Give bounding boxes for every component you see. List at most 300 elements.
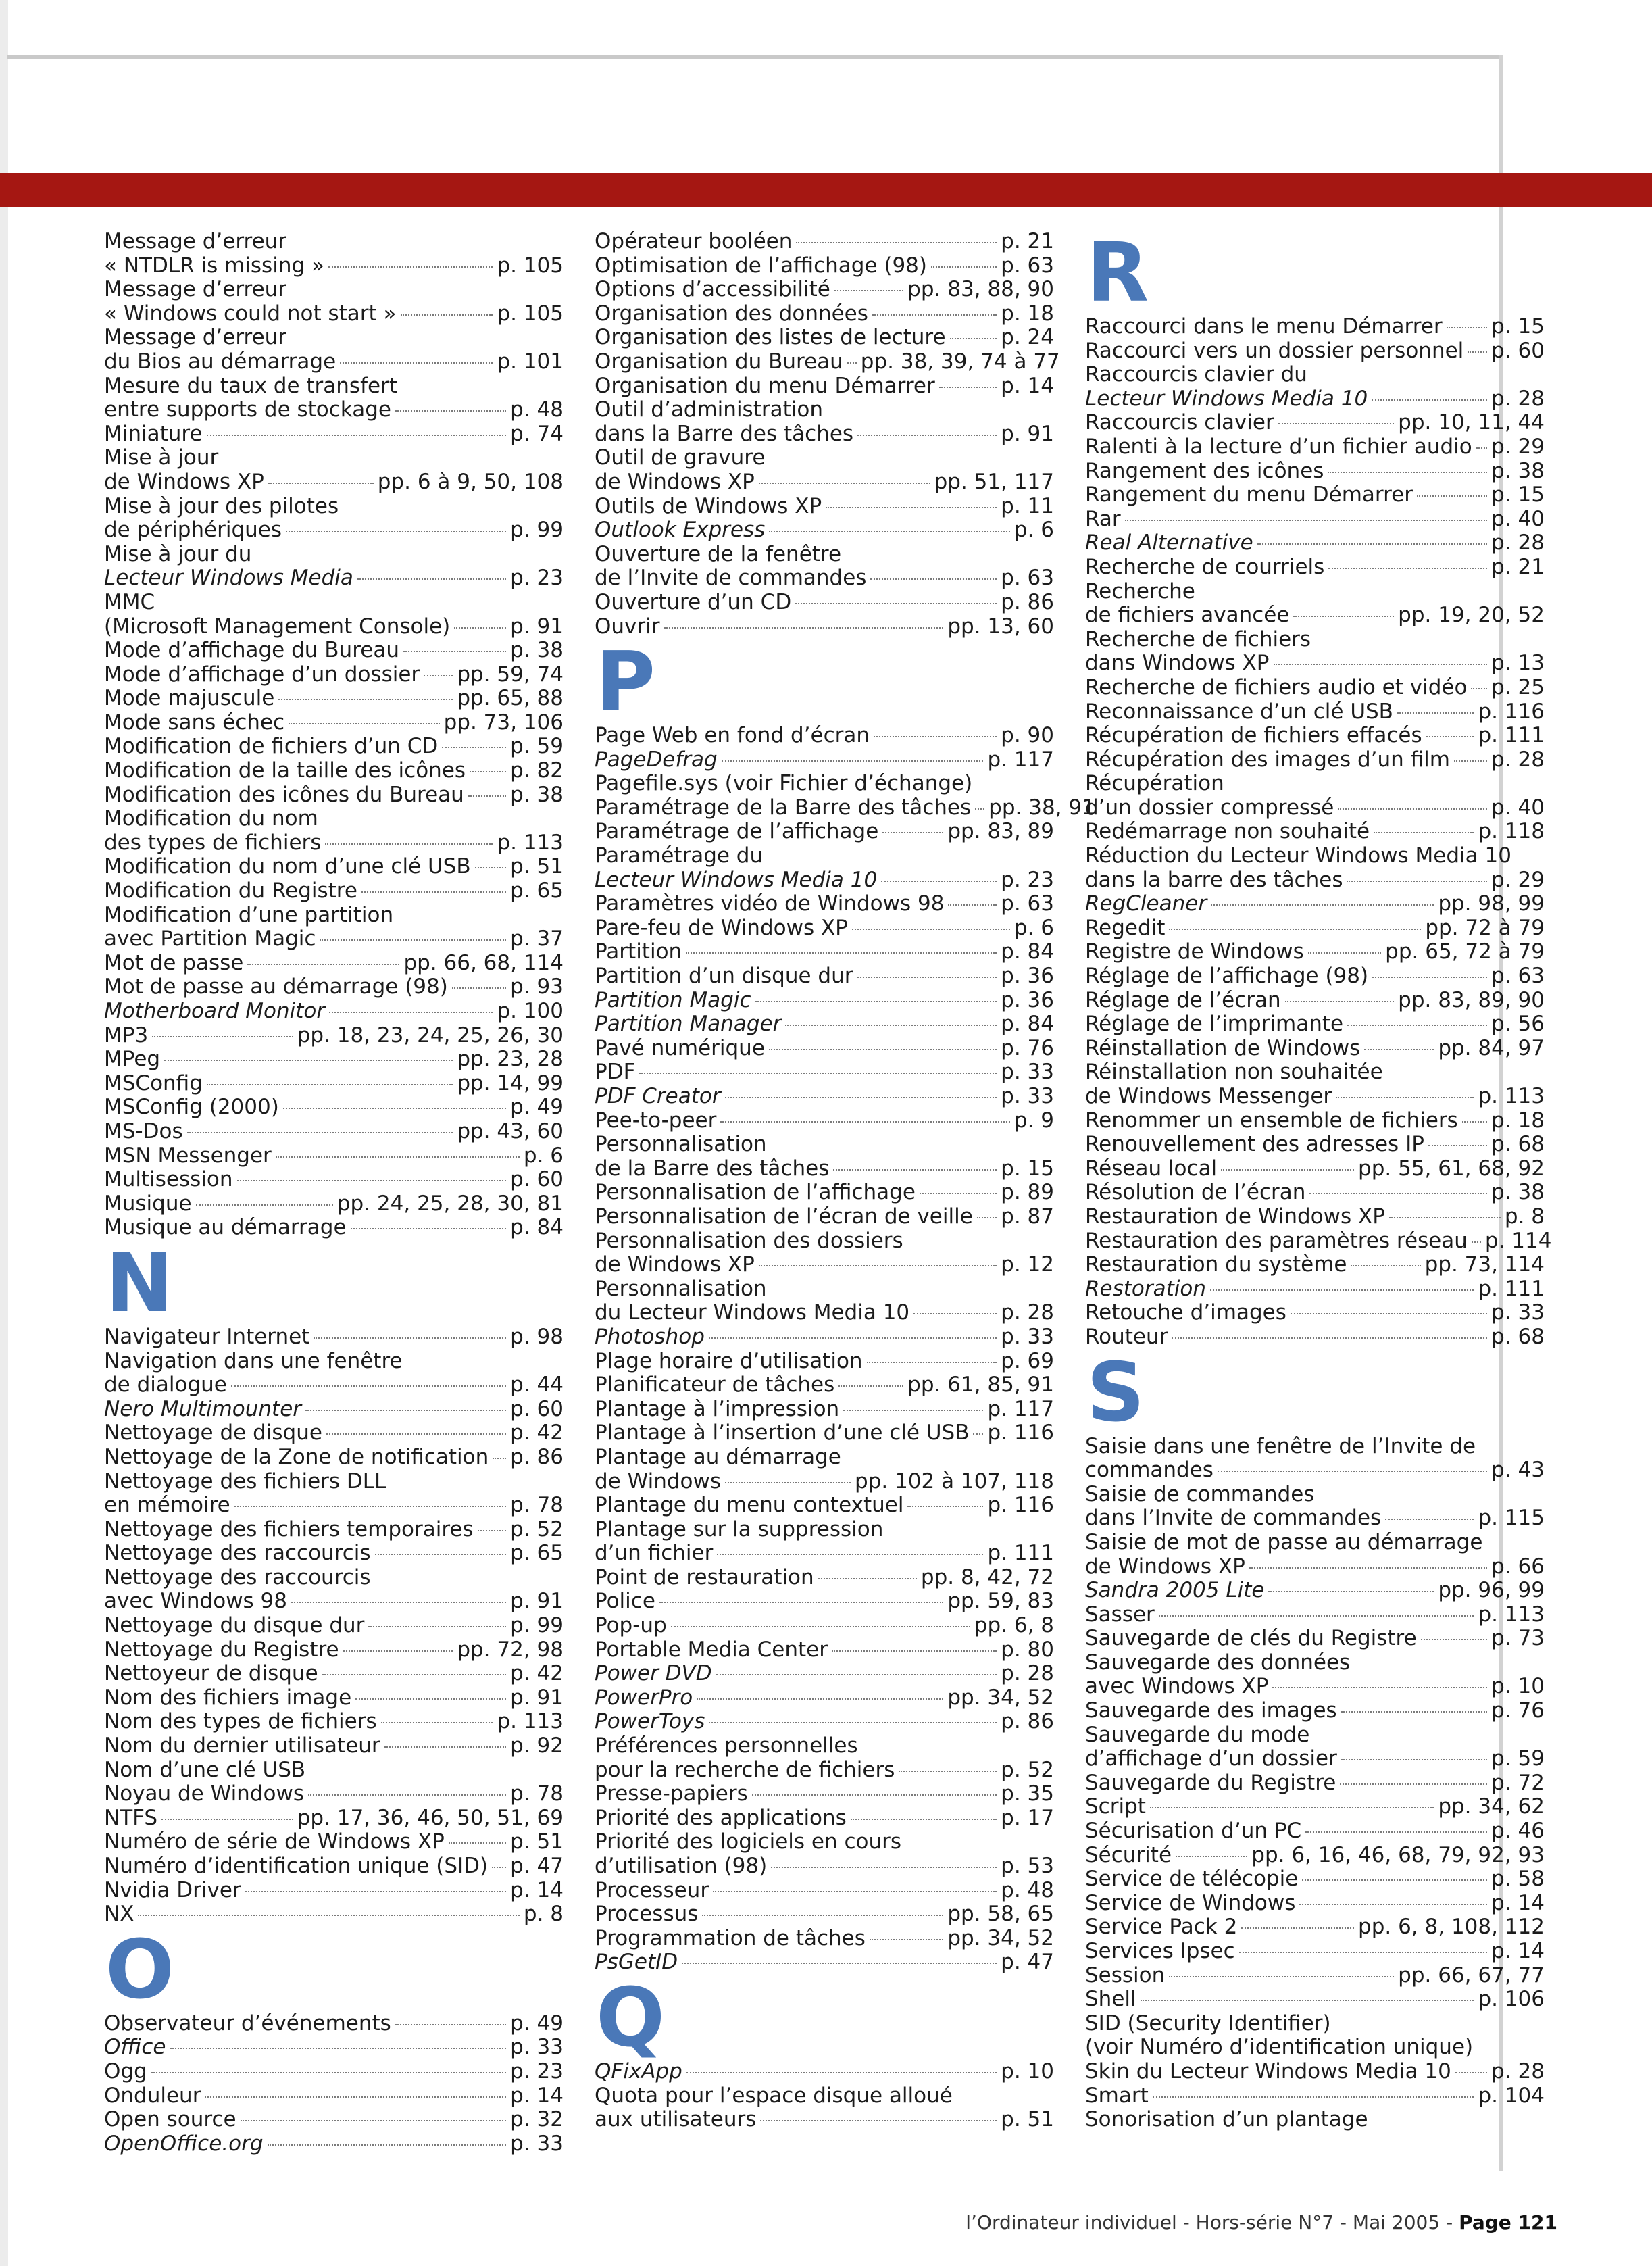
index-entry-line: [104, 1662, 564, 1686]
page-reference: pp. 65, 88: [457, 686, 564, 711]
dot-leader: [196, 1204, 333, 1206]
index-entry-line: [1085, 892, 1545, 916]
dot-leader: [1293, 616, 1394, 617]
entry-term: Ouverture d’un CD: [595, 589, 792, 614]
dot-leader: [326, 1433, 506, 1435]
page-reference: p. 78: [510, 1493, 564, 1518]
entry-term: « Windows could not start »: [104, 301, 397, 326]
index-entry-line: [595, 1037, 1054, 1061]
entry-term: Optimisation de l’affichage (98): [595, 253, 928, 278]
page-reference: pp. 73, 114: [1424, 1252, 1545, 1277]
dot-leader: [1351, 1265, 1420, 1266]
entry-term: OpenOffice.org: [104, 2131, 264, 2156]
page-reference: pp. 38, 91: [988, 795, 1095, 820]
entry-term: Nettoyage du Registre: [104, 1637, 339, 1662]
index-entry: [104, 1566, 564, 1614]
index-entry: [104, 1095, 564, 1120]
index-entry-line: [104, 904, 564, 928]
index-entry-line: [1085, 628, 1545, 652]
entry-term: Real Alternative: [1085, 531, 1253, 556]
entry-term: Préférences personnelles: [595, 1733, 858, 1758]
dot-leader: [709, 1722, 997, 1723]
dot-leader: [449, 1842, 506, 1844]
page-reference: p. 73: [1491, 1626, 1545, 1651]
index-entry-line: [1085, 651, 1545, 676]
page-reference: p. 92: [510, 1733, 564, 1758]
dot-leader: [1285, 1001, 1394, 1002]
entry-term: Personnalisation de l’écran de veille: [595, 1204, 973, 1229]
index-entry-line: [1085, 1012, 1545, 1037]
index-entry: [1085, 1277, 1545, 1302]
page-reference: pp. 73, 106: [443, 710, 564, 735]
index-entry-line: [1085, 1819, 1545, 1844]
index-entry-line: [595, 1253, 1054, 1277]
dot-leader: [475, 867, 507, 868]
entry-term: d’affichage d’un dossier: [1085, 1746, 1337, 1771]
entry-term: Sasser: [1085, 1602, 1155, 1627]
entry-term: Réglage de l’écran: [1085, 987, 1281, 1012]
entry-term: Restoration: [1085, 1276, 1207, 1301]
page-reference: pp. 38, 39, 74 à 77: [860, 349, 1060, 374]
page-reference: p. 28: [1491, 2059, 1545, 2084]
index-entry-line: [1085, 1531, 1545, 1555]
entry-term: MPeg: [104, 1047, 161, 1072]
index-entry: [595, 1277, 1054, 1325]
entry-term: en mémoire: [104, 1493, 230, 1518]
index-entry: [1085, 1133, 1545, 1157]
index-entry-line: [104, 1518, 564, 1542]
entry-term: QFixApp: [595, 2059, 682, 2084]
dot-leader: [720, 1121, 1010, 1123]
page-reference: p. 117: [987, 1396, 1054, 1421]
index-entry: [595, 820, 1054, 844]
index-entry: [595, 591, 1054, 615]
index-entry-line: [1085, 676, 1545, 700]
index-entry: [104, 711, 564, 735]
dot-leader: [1428, 1145, 1487, 1146]
index-entry: [595, 254, 1054, 278]
index-entry-line: [595, 2108, 1054, 2132]
index-entry: [104, 2012, 564, 2036]
entry-term: Quota pour l’espace disque alloué: [595, 2083, 953, 2108]
index-entry: [104, 1518, 564, 1542]
entry-term: Power DVD: [595, 1661, 712, 1686]
index-entry-line: [1085, 531, 1545, 556]
entry-term: de Windows Messenger: [1085, 1084, 1332, 1108]
index-entry: [595, 2060, 1054, 2084]
index-entry-line: [1085, 363, 1545, 387]
index-entry-line: [1085, 1325, 1545, 1350]
index-entry: [1085, 844, 1545, 892]
dot-leader: [1328, 568, 1487, 569]
entry-term: Services Ipsec: [1085, 1939, 1235, 1963]
index-entry-line: [595, 820, 1054, 844]
index-entry: [1085, 1988, 1545, 2012]
index-entry: [595, 1012, 1054, 1037]
index-entry-line: [1085, 2084, 1545, 2109]
page-reference: p. 111: [1478, 723, 1545, 748]
page-reference: p. 99: [510, 518, 564, 543]
entry-term: Renouvellement des adresses IP: [1085, 1132, 1424, 1157]
index-entry: [104, 1734, 564, 1758]
entry-term: MSN Messenger: [104, 1143, 272, 1168]
entry-term: Outil d’administration: [595, 397, 823, 422]
dot-leader: [1249, 1567, 1487, 1569]
page-reference: p. 23: [1001, 867, 1054, 892]
index-entry-line: [595, 772, 1054, 796]
index-entry-line: [595, 1229, 1054, 1254]
entry-term: Numéro d’identification unique (SID): [104, 1854, 489, 1878]
index-entry-line: [595, 1734, 1054, 1758]
dot-leader: [709, 1337, 997, 1339]
index-entry: [595, 989, 1054, 1013]
dot-leader: [717, 1554, 983, 1555]
dot-leader: [1278, 423, 1394, 424]
dot-leader: [686, 2072, 997, 2073]
page-reference: pp. 61, 85, 91: [907, 1373, 1054, 1398]
index-entry-line: [595, 940, 1054, 964]
index-entry-line: [595, 1686, 1054, 1710]
entry-term: Programmation de tâches: [595, 1925, 866, 1950]
index-entry: [595, 724, 1054, 748]
index-entry-line: [595, 1758, 1054, 1783]
page-reference: p. 48: [1001, 1877, 1054, 1902]
index-entry-line: [104, 1879, 564, 1903]
index-entry-line: [595, 495, 1054, 519]
dot-leader: [1341, 1711, 1487, 1713]
page-reference: p. 101: [497, 349, 564, 374]
index-entry-line: [595, 543, 1054, 567]
index-entry: [1085, 676, 1545, 700]
index-entry-line: [595, 2060, 1054, 2084]
index-entry: [1085, 1253, 1545, 1277]
entry-term: Paramétrage de l’affichage: [595, 819, 879, 844]
index-entry: [1085, 1603, 1545, 1627]
index-entry-line: [595, 230, 1054, 254]
index-entry: [1085, 483, 1545, 508]
index-entry-line: [104, 543, 564, 567]
page-reference: p. 42: [510, 1421, 564, 1446]
entry-term: Musique au démarrage: [104, 1215, 347, 1240]
index-entry-line: [595, 254, 1054, 278]
entry-term: Organisation des données: [595, 301, 868, 326]
index-entry-line: [595, 1133, 1054, 1157]
entry-term: Réglage de l’imprimante: [1085, 1012, 1344, 1037]
index-entry-line: [104, 1144, 564, 1168]
index-entry-line: [595, 1494, 1054, 1518]
entry-term: des types de fichiers: [104, 830, 322, 855]
index-entry: [1085, 363, 1545, 411]
entry-term: d’utilisation (98): [595, 1854, 768, 1878]
entry-term: Saisie de commandes: [1085, 1481, 1315, 1506]
index-entry-line: [595, 916, 1054, 941]
index-entry-line: [1085, 1651, 1545, 1675]
dot-leader: [468, 795, 506, 797]
page-reference: p. 33: [510, 2035, 564, 2060]
index-entry-line: [104, 1470, 564, 1494]
entry-term: Nom d’une clé USB: [104, 1757, 306, 1782]
index-entry-line: [1085, 435, 1545, 460]
dot-leader: [322, 1674, 507, 1675]
page-reference: p. 14: [510, 1877, 564, 1902]
index-entry: [595, 349, 1060, 374]
page-reference: p. 111: [1478, 1276, 1545, 1301]
page-reference: p. 86: [1001, 589, 1054, 614]
page-reference: p. 63: [1001, 566, 1054, 591]
entry-term: Opérateur booléen: [595, 229, 793, 253]
dot-leader: [395, 2024, 506, 2025]
page-reference: pp. 72 à 79: [1425, 915, 1545, 940]
index-entry-line: [104, 1758, 564, 1783]
index-entry: [595, 1133, 1054, 1181]
page-reference: p. 118: [1478, 819, 1545, 844]
index-entry: [1085, 1771, 1545, 1796]
entry-term: Restauration du système: [1085, 1252, 1347, 1277]
index-entry-line: [104, 1830, 564, 1854]
entry-term: Modification de la taille des icônes: [104, 758, 466, 783]
index-entry-line: [1085, 940, 1545, 964]
entry-term: Sauvegarde des images: [1085, 1698, 1337, 1723]
index-entry-line: [1085, 844, 1545, 868]
index-entry-line: [104, 759, 564, 783]
index-entry-line: [104, 879, 564, 904]
dot-leader: [1372, 399, 1487, 401]
index-entry-line: [595, 989, 1054, 1013]
dot-leader: [977, 1217, 997, 1218]
dot-leader: [245, 1891, 506, 1892]
page-reference: p. 33: [1001, 1324, 1054, 1349]
entry-term: (Microsoft Management Console): [104, 614, 451, 639]
page-reference: p. 53: [1001, 1854, 1054, 1878]
dot-leader: [1268, 1591, 1434, 1592]
entry-term: Pagefile.sys (voir Fichier d’échange): [595, 771, 973, 796]
index-entry: [1085, 1867, 1545, 1892]
dot-leader: [931, 266, 997, 268]
dot-leader: [1421, 1639, 1487, 1640]
index-entry: [1085, 772, 1545, 820]
index-entry-line: [1085, 1483, 1545, 1507]
page-reference: p. 28: [1001, 1300, 1054, 1325]
entry-term: Ouverture de la fenêtre: [595, 541, 842, 566]
index-entry-line: [104, 1710, 564, 1734]
entry-term: Message d’erreur: [104, 229, 287, 253]
index-entry: [104, 1542, 564, 1566]
index-entry-line: [104, 1072, 564, 1096]
index-entry-line: [1085, 1795, 1545, 1819]
page-reference: p. 51: [510, 1829, 564, 1854]
index-entry-line: [595, 1446, 1054, 1470]
index-entry: [595, 230, 1054, 254]
entry-term: Outil de gravure: [595, 445, 766, 470]
entry-term: Raccourcis clavier du: [1085, 362, 1307, 387]
index-entry-line: [104, 2012, 564, 2036]
index-entry: [104, 687, 564, 711]
page-reference: p. 74: [510, 421, 564, 446]
page-reference: p. 14: [510, 2083, 564, 2108]
index-entry-line: [104, 470, 564, 495]
index-entry: [595, 1181, 1054, 1205]
index-entry-line: [595, 302, 1054, 326]
index-entry: [104, 952, 564, 976]
entry-term: Modification des icônes du Bureau: [104, 782, 464, 807]
index-entry: [104, 1192, 564, 1216]
index-entry: [104, 1710, 564, 1734]
dot-leader: [278, 699, 453, 700]
index-entry: [595, 1638, 1054, 1662]
page-reference: p. 33: [1001, 1084, 1054, 1108]
dot-leader: [664, 627, 944, 629]
entry-term: Session: [1085, 1963, 1166, 1988]
index-entry: [595, 964, 1054, 989]
page-reference: p. 63: [1491, 964, 1545, 989]
index-entry-line: [1085, 1301, 1545, 1325]
index-entry-line: [595, 1614, 1054, 1638]
page-reference: p. 23: [510, 2059, 564, 2084]
entry-term: Réinstallation non souhaitée: [1085, 1060, 1383, 1085]
page-reference: p. 51: [1001, 2107, 1054, 2132]
entry-term: Réinstallation de Windows: [1085, 1035, 1361, 1060]
dot-leader: [305, 1410, 506, 1411]
entry-term: Mise à jour: [104, 445, 219, 470]
index-entry-line: [104, 1095, 564, 1120]
dot-leader: [152, 1036, 293, 1037]
index-entry-line: [104, 1024, 564, 1048]
page-reference: p. 86: [510, 1444, 564, 1469]
entry-term: Page Web en fond d’écran: [595, 723, 870, 748]
index-entry-line: [1085, 1157, 1545, 1181]
dot-leader: [659, 1602, 943, 1603]
index-entry-line: [104, 1854, 564, 1879]
page-reference: p. 100: [497, 999, 564, 1023]
dot-leader: [268, 483, 374, 484]
index-entry: [104, 1000, 564, 1024]
page-reference: p. 69: [1001, 1348, 1054, 1373]
page-reference: p. 56: [1491, 1012, 1545, 1037]
entry-term: Smart: [1085, 2083, 1149, 2108]
index-entry: [1085, 1844, 1545, 1868]
page-reference: p. 25: [1491, 674, 1545, 699]
page-reference: p. 76: [1491, 1698, 1545, 1723]
dot-leader: [847, 362, 857, 364]
dot-leader: [870, 578, 997, 580]
index-entry: [1085, 1940, 1545, 1964]
index-entry: [1085, 916, 1545, 941]
index-entry: [104, 1470, 564, 1518]
entry-term: de fichiers avancée: [1085, 603, 1290, 628]
index-entry: [1085, 892, 1545, 916]
page-reference: p. 42: [510, 1661, 564, 1686]
index-entry-line: [1085, 2036, 1545, 2060]
index-entry-line: [104, 807, 564, 831]
index-entry-line: [595, 1325, 1054, 1350]
entry-term: Récupération: [1085, 771, 1224, 796]
page-reference: p. 40: [1491, 506, 1545, 531]
entry-term: Sauvegarde du Registre: [1085, 1770, 1336, 1795]
index-entry-line: [1085, 1844, 1545, 1868]
page-reference: pp. 6, 8: [974, 1613, 1054, 1638]
dot-leader: [716, 1674, 997, 1675]
dot-leader: [1141, 2000, 1474, 2001]
index-entry-line: [595, 1854, 1054, 1879]
entry-term: Message d’erreur: [104, 325, 287, 350]
entry-term: de la Barre des tâches: [595, 1156, 830, 1181]
index-entry: [1085, 2060, 1545, 2084]
index-entry: [104, 639, 564, 663]
entry-term: Recherche: [1085, 578, 1195, 604]
index-entry-line: [1085, 989, 1545, 1013]
index-entry-line: [104, 1168, 564, 1192]
index-entry-line: [1085, 820, 1545, 844]
index-entry-line: [595, 1398, 1054, 1422]
page-reference: p. 90: [1001, 723, 1054, 748]
index-entry: [1085, 628, 1545, 676]
entry-term: Récupération des images d’un film: [1085, 747, 1450, 772]
dot-leader: [289, 723, 440, 724]
entry-term: Plantage au démarrage: [595, 1444, 841, 1469]
dot-leader: [1417, 495, 1487, 497]
dot-leader: [882, 832, 943, 833]
index-entry: [595, 1398, 1054, 1422]
index-entry-line: [595, 1060, 1054, 1085]
index-entry-line: [1085, 1579, 1545, 1603]
page-reference: p. 33: [1001, 1060, 1054, 1085]
index-entry-line: [595, 844, 1054, 868]
dot-leader: [1454, 760, 1487, 762]
index-entry-line: [1085, 2108, 1545, 2132]
dot-leader: [247, 964, 399, 965]
entry-term: entre supports de stockage: [104, 397, 391, 422]
page-reference: pp. 13, 60: [947, 614, 1054, 639]
entry-term: Lecteur Windows Media 10: [1085, 386, 1368, 411]
dot-leader: [314, 1337, 506, 1339]
entry-term: Sécurisation d’un PC: [1085, 1819, 1302, 1844]
dot-leader: [1468, 351, 1487, 353]
dot-leader: [1272, 1687, 1487, 1688]
dot-leader: [325, 843, 493, 845]
index-entry-line: [1085, 1277, 1545, 1302]
index-entry-line: [595, 892, 1054, 916]
index-entry-line: [104, 855, 564, 879]
entry-term: Personnalisation des dossiers: [595, 1228, 903, 1253]
index-entry: [104, 879, 564, 904]
index-entry: [595, 326, 1054, 350]
page-reference: p. 113: [497, 1709, 564, 1734]
dot-leader: [639, 1073, 997, 1074]
dot-leader: [355, 1698, 506, 1700]
index-entry-line: [104, 927, 564, 952]
index-entry: [1085, 1915, 1545, 1940]
index-entry: [595, 1446, 1054, 1494]
entry-term: Restauration de Windows XP: [1085, 1204, 1385, 1229]
entry-term: de Windows XP: [104, 469, 264, 494]
index-entry-line: [1085, 916, 1545, 941]
index-entry: [1085, 435, 1545, 460]
index-entry: [104, 1879, 564, 1903]
entry-term: Open source: [104, 2107, 236, 2132]
index-entry-line: [595, 795, 1095, 820]
index-entry-line: [104, 1734, 564, 1758]
index-entry-line: [104, 1398, 564, 1422]
dot-leader: [424, 675, 453, 676]
index-entry: [1085, 1699, 1545, 1723]
index-entry-line: [104, 639, 564, 663]
dot-leader: [1341, 1759, 1487, 1760]
dot-leader: [384, 1746, 506, 1748]
page-reference: p. 113: [1478, 1084, 1545, 1108]
index-entry-line: [1085, 508, 1545, 532]
dot-leader: [164, 1060, 453, 1061]
dot-leader: [785, 1025, 997, 1026]
